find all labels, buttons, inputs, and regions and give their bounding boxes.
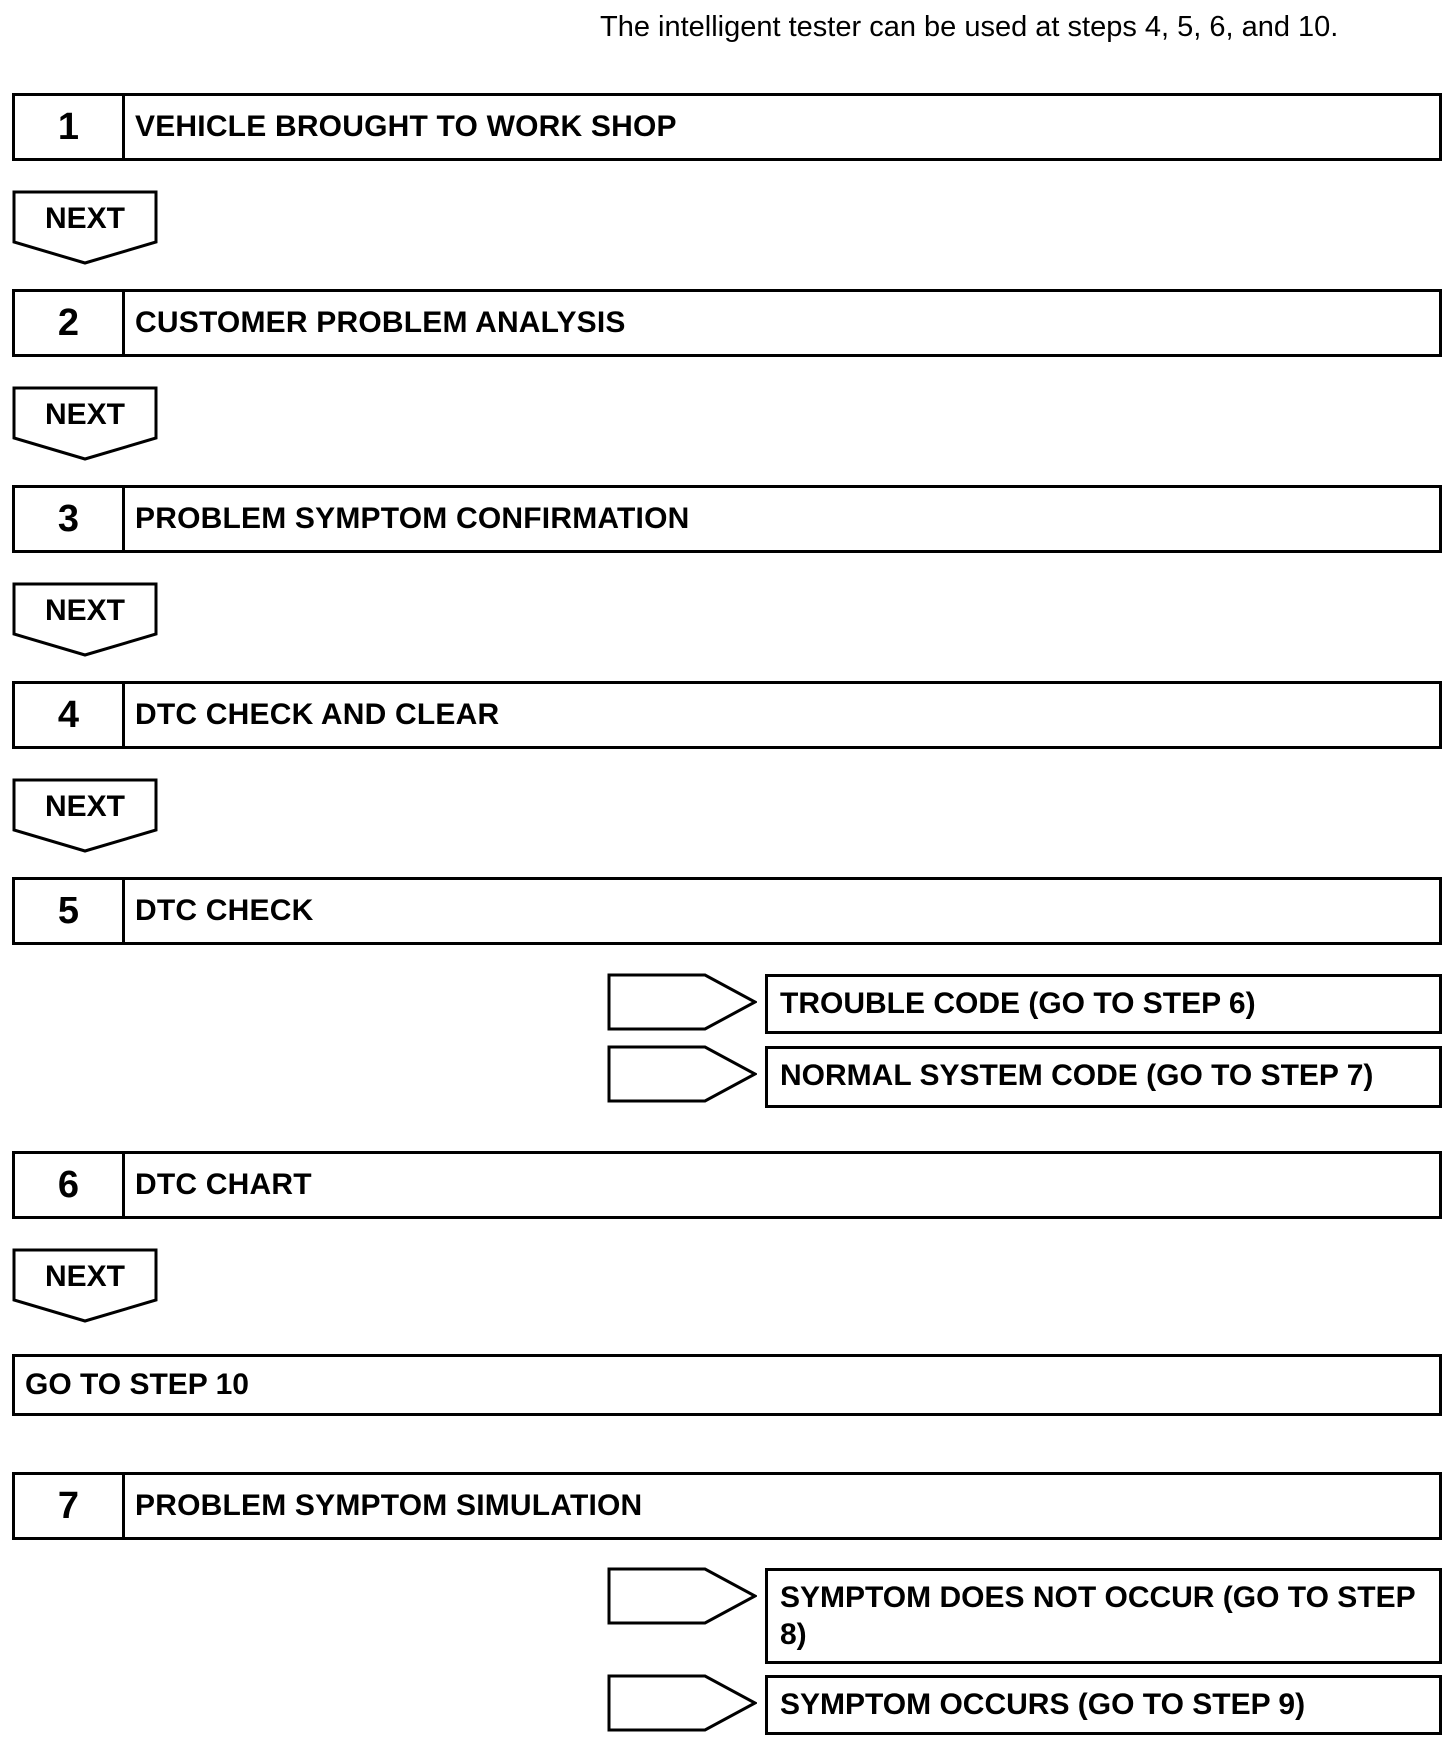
next-arrow [12, 190, 158, 266]
step-number: 6 [15, 1154, 125, 1216]
goto-step-10-box: GO TO STEP 10 [12, 1354, 1442, 1416]
step-title: DTC CHECK [135, 894, 314, 927]
next-arrow [12, 1248, 158, 1324]
step-title: DTC CHART [135, 1168, 312, 1201]
step-5-box [12, 877, 1442, 945]
step-2-box [12, 289, 1442, 357]
step-6-box [12, 1151, 1442, 1219]
next-label: NEXT [44, 594, 125, 627]
branch-symptom-occurs: SYMPTOM OCCURS (GO TO STEP 9) [765, 1675, 1442, 1735]
step-title: DTC CHECK AND CLEAR [135, 698, 500, 731]
step-title: CUSTOMER PROBLEM ANALYSIS [135, 306, 626, 339]
step-title: PROBLEM SYMPTOM CONFIRMATION [135, 502, 690, 535]
branch-symptom-does-not-occur: SYMPTOM DOES NOT OCCUR (GO TO STEP 8) [765, 1568, 1442, 1664]
step-number: 2 [15, 292, 125, 354]
step-number: 3 [15, 488, 125, 550]
step-7-box [12, 1472, 1442, 1540]
next-label: NEXT [44, 790, 125, 823]
branch-trouble-code: TROUBLE CODE (GO TO STEP 6) [765, 974, 1442, 1034]
branch-arrow-icon [607, 973, 757, 1031]
tester-note: The intelligent tester can be used at steps 4, 5, 6, and 10. [600, 11, 1339, 43]
branch-arrow-icon [607, 1674, 757, 1732]
step-1-box [12, 93, 1442, 161]
branch-normal-system-code: NORMAL SYSTEM CODE (GO TO STEP 7) [765, 1046, 1442, 1108]
branch-arrow-icon [607, 1567, 757, 1625]
next-arrow [12, 582, 158, 658]
next-arrow [12, 778, 158, 854]
step-number: 5 [15, 880, 125, 942]
step-3-box [12, 485, 1442, 553]
next-label: NEXT [44, 1260, 125, 1293]
step-title: VEHICLE BROUGHT TO WORK SHOP [135, 110, 677, 143]
next-label: NEXT [44, 202, 125, 235]
next-arrow [12, 386, 158, 462]
step-number: 4 [15, 684, 125, 746]
step-number: 1 [15, 96, 125, 158]
next-label: NEXT [44, 398, 125, 431]
branch-arrow-icon [607, 1045, 757, 1103]
step-title: PROBLEM SYMPTOM SIMULATION [135, 1489, 643, 1522]
step-4-box [12, 681, 1442, 749]
step-number: 7 [15, 1475, 125, 1537]
